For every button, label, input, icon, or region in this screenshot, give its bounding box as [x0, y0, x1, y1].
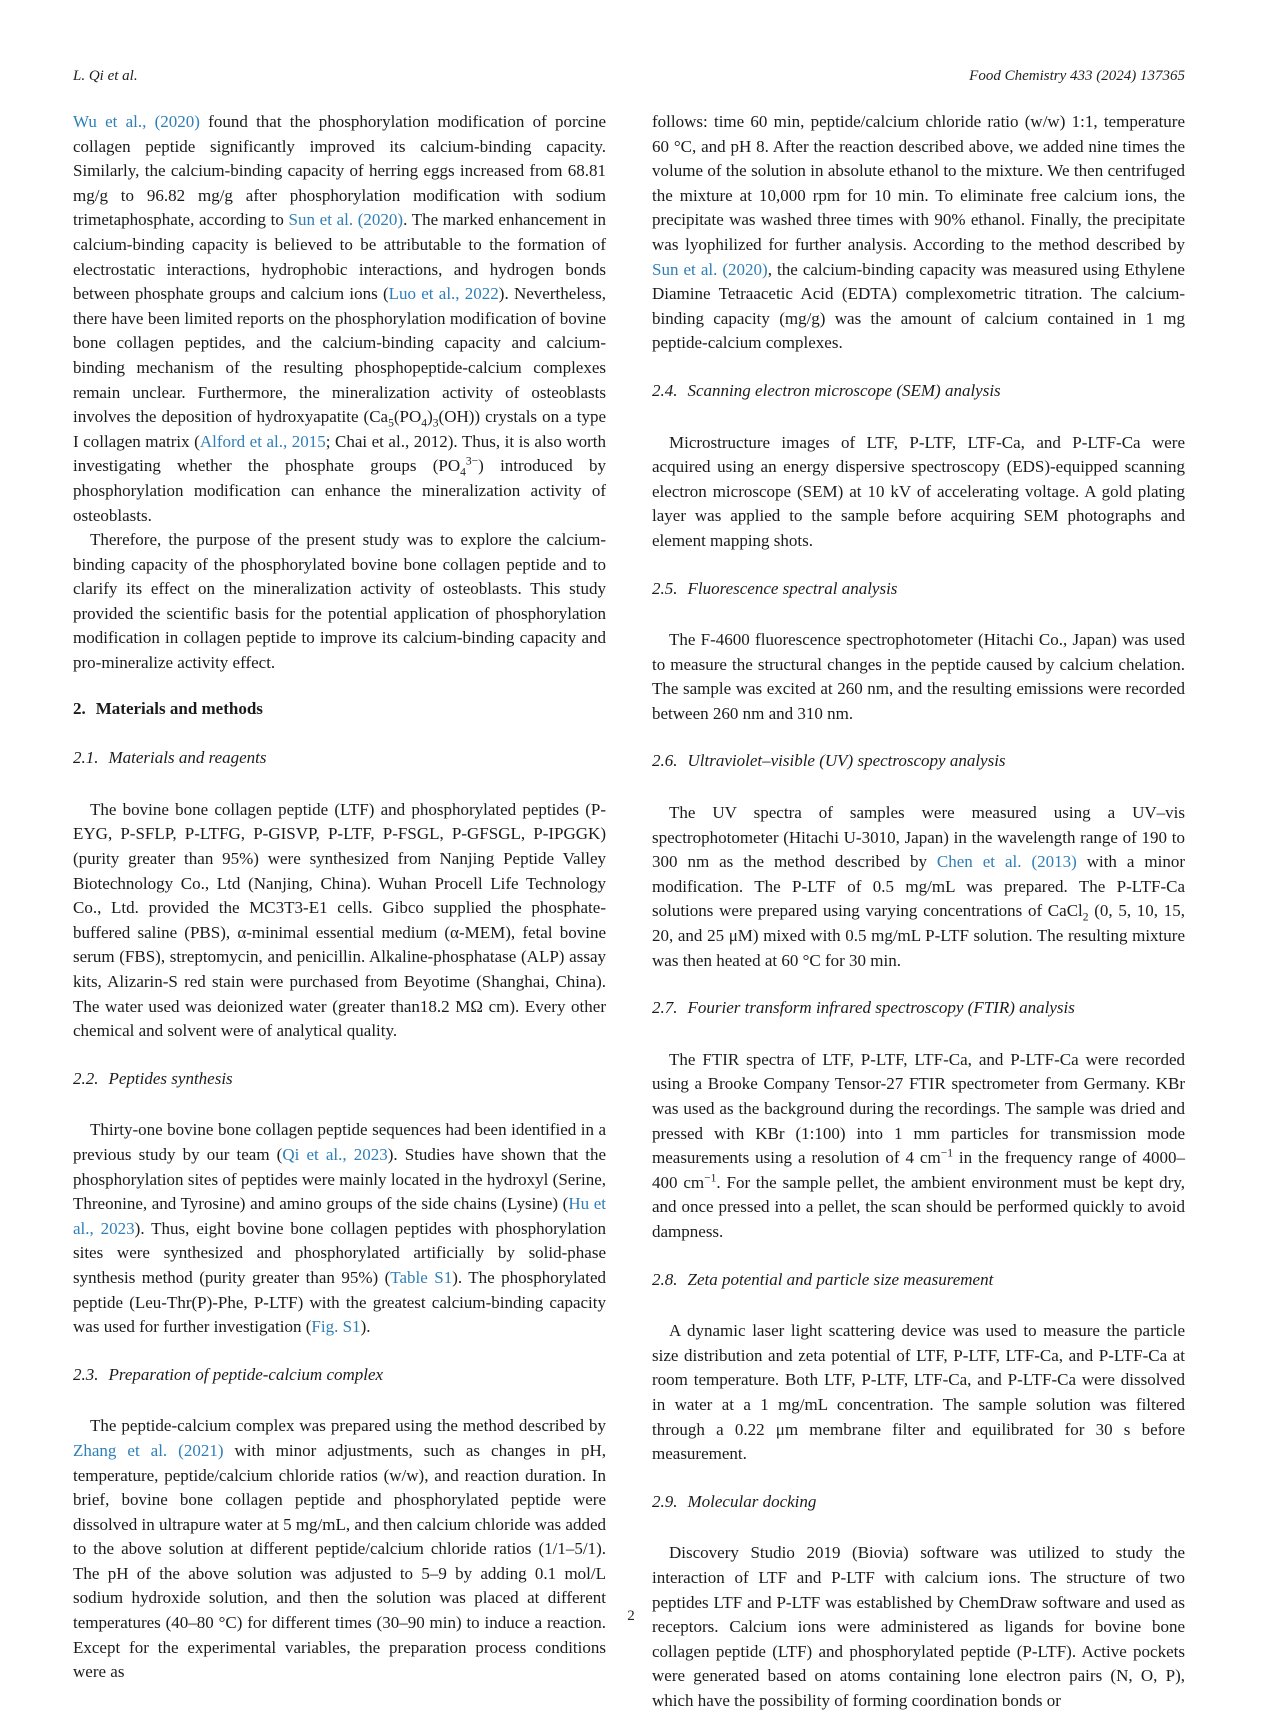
subsection-heading — [652, 577, 1185, 602]
citation-link[interactable]: Luo et al., 2022 — [388, 284, 499, 304]
citation-link[interactable]: Sun et al. (2020) — [652, 259, 768, 279]
running-head-author: L. Qi et al. — [73, 68, 138, 84]
body-text: ). Thus, eight bovine bone collagen peptides with phosphorylation sites were synthesized and phosphorylated artificially by solid-phase synthesis method (purity greater than 95%) ( — [73, 1218, 606, 1287]
body-text: ). — [360, 1317, 371, 1337]
body-text: Thirty-one bovine bone collagen peptide sequences had been identified in a previous study by our team ( — [73, 1120, 606, 1164]
citation-link[interactable]: Wu et al., (2020) — [73, 112, 200, 131]
body-text: (OH)) crystals on a type I collagen matrix ( — [73, 407, 606, 451]
citation-link[interactable]: Sun et al. (2020) — [288, 210, 404, 230]
citation-link[interactable]: Fig. S1 — [311, 1317, 361, 1337]
body-text: Discovery Studio 2019 (Biovia) software was utilized to study the interaction of LTF and P-LTF with calcium ions. The structure of two peptides LTF and P-LTF was established by ChemDraw software and used as receptors. Calcium ions were administered as ligands for bovine bone collagen peptide (LTF) and phosphorylated peptide (P-LTF). Active pockets were generated based on atoms containing lone electron pairs (N, O, P), which have the possibility of forming coordination bonds or — [652, 1543, 1185, 1710]
paragraph — [652, 628, 1185, 726]
body-text: (PO — [393, 407, 422, 427]
subscript-text: 3 — [432, 416, 439, 430]
heading-text: Fluorescence spectral analysis — [687, 578, 898, 598]
heading-text: Peptides synthesis — [108, 1068, 233, 1088]
superscript-text: −1 — [704, 1171, 717, 1185]
heading-number: 2.6. — [652, 751, 678, 771]
body-text: The peptide-calcium complex was prepared using the method described by — [90, 1416, 606, 1436]
heading-number: 2.4. — [652, 380, 678, 400]
heading-number: 2. — [73, 698, 86, 718]
subscript-text: 4 — [421, 416, 428, 430]
body-text: found that the phosphorylation modification of porcine collagen peptide significantly improved its calcium-binding capacity. Similarly, the calcium-binding capacity of herring eggs increased from 68.81 mg/g to 96.82 mg/g after phosphorylation modification with sodium trimetaphosphate, according to — [73, 112, 606, 230]
two-column-body — [73, 110, 1185, 1713]
paragraph — [652, 1541, 1185, 1713]
paragraph — [652, 110, 1185, 356]
heading-text: Ultraviolet–visible (UV) spectroscopy analysis — [687, 751, 1006, 771]
body-text: The bovine bone collagen peptide (LTF) and phosphorylated peptides (P-EYG, P-SFLP, P-LTFG, P-GISVP, P-LTF, P-FSGL, P-GFSGL, P-IPGGK) (purity greater than 95%) were synthesized from Nanjing Peptide Valley Biotechnology Co., Ltd (Nanjing, China). Wuhan Procell Life Technology Co., Ltd. provided the MC3T3-E1 cells. Gibco supplied the phosphate-buffered saline (PBS), α-minimal essential medium (α-MEM), fetal bovine serum (FBS), streptomycin, and penicillin. Alkaline-phosphatase (ALP) assay kits, Alizarin-S red stain were purchased from Beyotime (Shanghai, China). The water used was deionized water (greater than18.2 MΩ cm). Every other chemical and solvent were of analytical quality. — [73, 799, 606, 1041]
body-text: (0, 5, 10, 15, 20, and 25 μM) mixed with 0.5 mg/mL P-LTF solution. The resulting mixture was then heated at 60 °C for 30 min. — [652, 901, 1185, 970]
heading-number: 2.2. — [73, 1068, 99, 1088]
paragraph — [73, 1414, 606, 1685]
body-text: The UV spectra of samples were measured using a UV–vis spectrophotometer (Hitachi U-3010, Japan) in the wavelength range of 190 to 300 nm as the method described by — [652, 803, 1185, 872]
paragraph — [652, 1319, 1185, 1467]
paragraph — [73, 528, 606, 676]
body-text: , the calcium-binding capacity was measured using Ethylene Diamine Tetraacetic Acid (EDTA) complexometric titration. The calcium-binding capacity (mg/g) was the amount of calcium contained in 1 mg peptide-calcium complexes. — [652, 259, 1185, 353]
superscript-text: 3− — [465, 454, 479, 468]
heading-number: 2.7. — [652, 998, 678, 1018]
heading-text: Materials and methods — [95, 698, 263, 718]
heading-number: 2.1. — [73, 748, 99, 768]
heading-text: Zeta potential and particle size measurement — [687, 1269, 994, 1289]
subsection-heading — [652, 379, 1185, 404]
heading-text: Fourier transform infrared spectroscopy (FTIR) analysis — [687, 998, 1075, 1018]
body-text: . For the sample pellet, the ambient environment must be kept dry, and once pressed into a pellet, the scan should be performed quickly to avoid dampness. — [652, 1172, 1185, 1241]
subsection-heading — [73, 1067, 606, 1092]
subsection-heading — [73, 1363, 606, 1388]
subsection-heading — [73, 746, 606, 771]
running-head — [73, 68, 1185, 85]
page-number: 2 — [627, 1608, 635, 1624]
heading-text: Scanning electron microscope (SEM) analysis — [687, 380, 1001, 400]
heading-number: 2.5. — [652, 578, 678, 598]
body-text: ). Nevertheless, there have been limited reports on the phosphorylation modification of bovine bone collagen peptides, and the calcium-binding capacity and calcium-binding mechanism of the resulting phosphopeptide-calcium complexes remain unclear. Furthermore, the mineralization activity of osteoblasts involves the deposition of hydroxyapatite (Ca — [73, 284, 606, 427]
citation-link[interactable]: Hu et al., 2023 — [73, 1194, 606, 1238]
body-text: ) introduced by phosphorylation modification can enhance the mineralization activity of osteoblasts. — [73, 456, 606, 525]
body-text: follows: time 60 min, peptide/calcium chloride ratio (w/w) 1:1, temperature 60 °C, and pH 8. After the reaction described above, we added nine times the volume of the solution in absolute ethanol to the mixture. We then centrifuged the mixture at 10,000 rpm for 10 min. To eliminate free calcium ions, the precipitate was washed three times with 90% ethanol. Finally, the precipitate was lyophilized for further analysis. According to the method described by — [652, 112, 1185, 254]
paragraph — [73, 1118, 606, 1339]
citation-link[interactable]: Alford et al., 2015 — [199, 431, 326, 451]
paragraph — [73, 798, 606, 1044]
paragraph — [652, 431, 1185, 554]
citation-link[interactable]: Chen et al. (2013) — [936, 852, 1077, 872]
paragraph — [73, 110, 606, 528]
page-footer — [0, 1608, 1262, 1625]
heading-number: 2.8. — [652, 1269, 678, 1289]
citation-link[interactable]: Zhang et al. (2021) — [73, 1440, 224, 1460]
subsection-heading — [652, 996, 1185, 1021]
subsection-heading — [652, 1490, 1185, 1515]
paragraph — [652, 801, 1185, 973]
heading-number: 2.9. — [652, 1491, 678, 1511]
subsection-heading — [652, 749, 1185, 774]
body-text: ) — [427, 407, 433, 427]
subscript-text: 2 — [1082, 910, 1089, 924]
body-text: Therefore, the purpose of the present study was to explore the calcium-binding capacity of the phosphorylated bovine bone collagen peptide and to clarify its effect on the mineralization activity of osteoblasts. This study provided the scientific basis for the potential application of phosphorylation modification in collagen peptide to improve its calcium-binding capacity and pro-mineralize activity effect. — [73, 530, 606, 673]
subscript-text: 4 — [460, 465, 466, 479]
heading-text: Molecular docking — [687, 1491, 817, 1511]
left-column — [73, 110, 606, 1713]
subscript-text: 5 — [388, 416, 394, 430]
citation-link[interactable]: Table S1 — [390, 1267, 453, 1287]
right-column — [652, 110, 1185, 1713]
subsection-heading — [652, 1268, 1185, 1293]
body-text: ). Studies have shown that the phosphorylation sites of peptides were mainly located in the hydroxyl (Serine, Threonine, and Tyrosine) and amino groups of the side chains (Lysine) ( — [73, 1144, 607, 1214]
paragraph — [652, 1048, 1185, 1245]
heading-number: 2.3. — [73, 1364, 99, 1384]
body-text: The FTIR spectra of LTF, P-LTF, LTF-Ca, and P-LTF-Ca were recorded using a Brooke Company Tensor-27 FTIR spectrometer from Germany. KBr was used as the background during the recordings. The sample was dried and pressed with KBr (1:100) into 1 mm particles for transmission mode measurements using a resolution of 4 cm — [652, 1049, 1185, 1168]
running-head-journal: Food Chemistry 433 (2024) 137365 — [969, 68, 1185, 84]
body-text: with minor adjustments, such as changes in pH, temperature, peptide/calcium chloride ratios (w/w), and reaction duration. In brief, bovine bone collagen peptide and phosphorylated peptide were dissolved in ultrapure water at 5 mg/mL, and then calcium chloride was added to the above solution at different peptide/calcium chloride ratios (1/1–5/1). The pH of the above solution was adjusted to 5–9 by adding 0.1 mol/L sodium hydroxide solution, and then the solution was placed at different temperatures (40–80 °C) for different times (30–90 min) to induce a reaction. Except for the experimental variables, the preparation process conditions were as — [73, 1440, 606, 1682]
heading-text: Preparation of peptide-calcium complex — [108, 1364, 384, 1384]
body-text: A dynamic laser light scattering device was used to measure the particle size distribution and zeta potential of LTF, P-LTF, LTF-Ca, and P-LTF-Ca at room temperature. Both LTF, P-LTF, LTF-Ca, and P-LTF-Ca were dissolved in water at a 1 mg/mL concentration. The sample solution was filtered through a 0.22 μm membrane filter and equilibrated for 30 s before measurement. — [652, 1321, 1185, 1464]
body-text: ). The phosphorylated peptide (Leu-Thr(P)-Phe, P-LTF) with the greatest calcium-binding capacity was used for further investigation ( — [73, 1267, 606, 1337]
citation-link[interactable]: Qi et al., 2023 — [282, 1144, 388, 1164]
body-text: in the frequency range of 4000–400 cm — [652, 1148, 1185, 1192]
body-text: The F-4600 fluorescence spectrophotometer (Hitachi Co., Japan) was used to measure the structural changes in the peptide caused by calcium chelation. The sample was excited at 260 nm, and the resulting emissions were recorded between 260 nm and 310 nm. — [652, 630, 1185, 723]
body-text: . The marked enhancement in calcium-binding capacity is believed to be attributable to the formation of electrostatic interactions, hydrophobic interactions, and hydrogen bonds between phosphate groups and calcium ions ( — [73, 210, 606, 304]
body-text: with a minor modification. The P-LTF of 0.5 mg/mL was prepared. The P-LTF-Ca solutions were prepared using varying concentrations of CaCl — [652, 852, 1185, 921]
body-text: ; Chai et al., 2012). Thus, it is also worth investigating whether the phosphate groups (PO — [73, 431, 606, 476]
section-heading — [73, 697, 606, 722]
body-text: Microstructure images of LTF, P-LTF, LTF-Ca, and P-LTF-Ca were acquired using an energy dispersive spectroscopy (EDS)-equipped scanning electron microscope (SEM) at 10 kV of accelerating voltage. A gold plating layer was applied to the sample before acquiring SEM photographs and element mapping shots. — [652, 432, 1185, 550]
superscript-text: −1 — [940, 1146, 953, 1160]
heading-text: Materials and reagents — [108, 748, 267, 768]
